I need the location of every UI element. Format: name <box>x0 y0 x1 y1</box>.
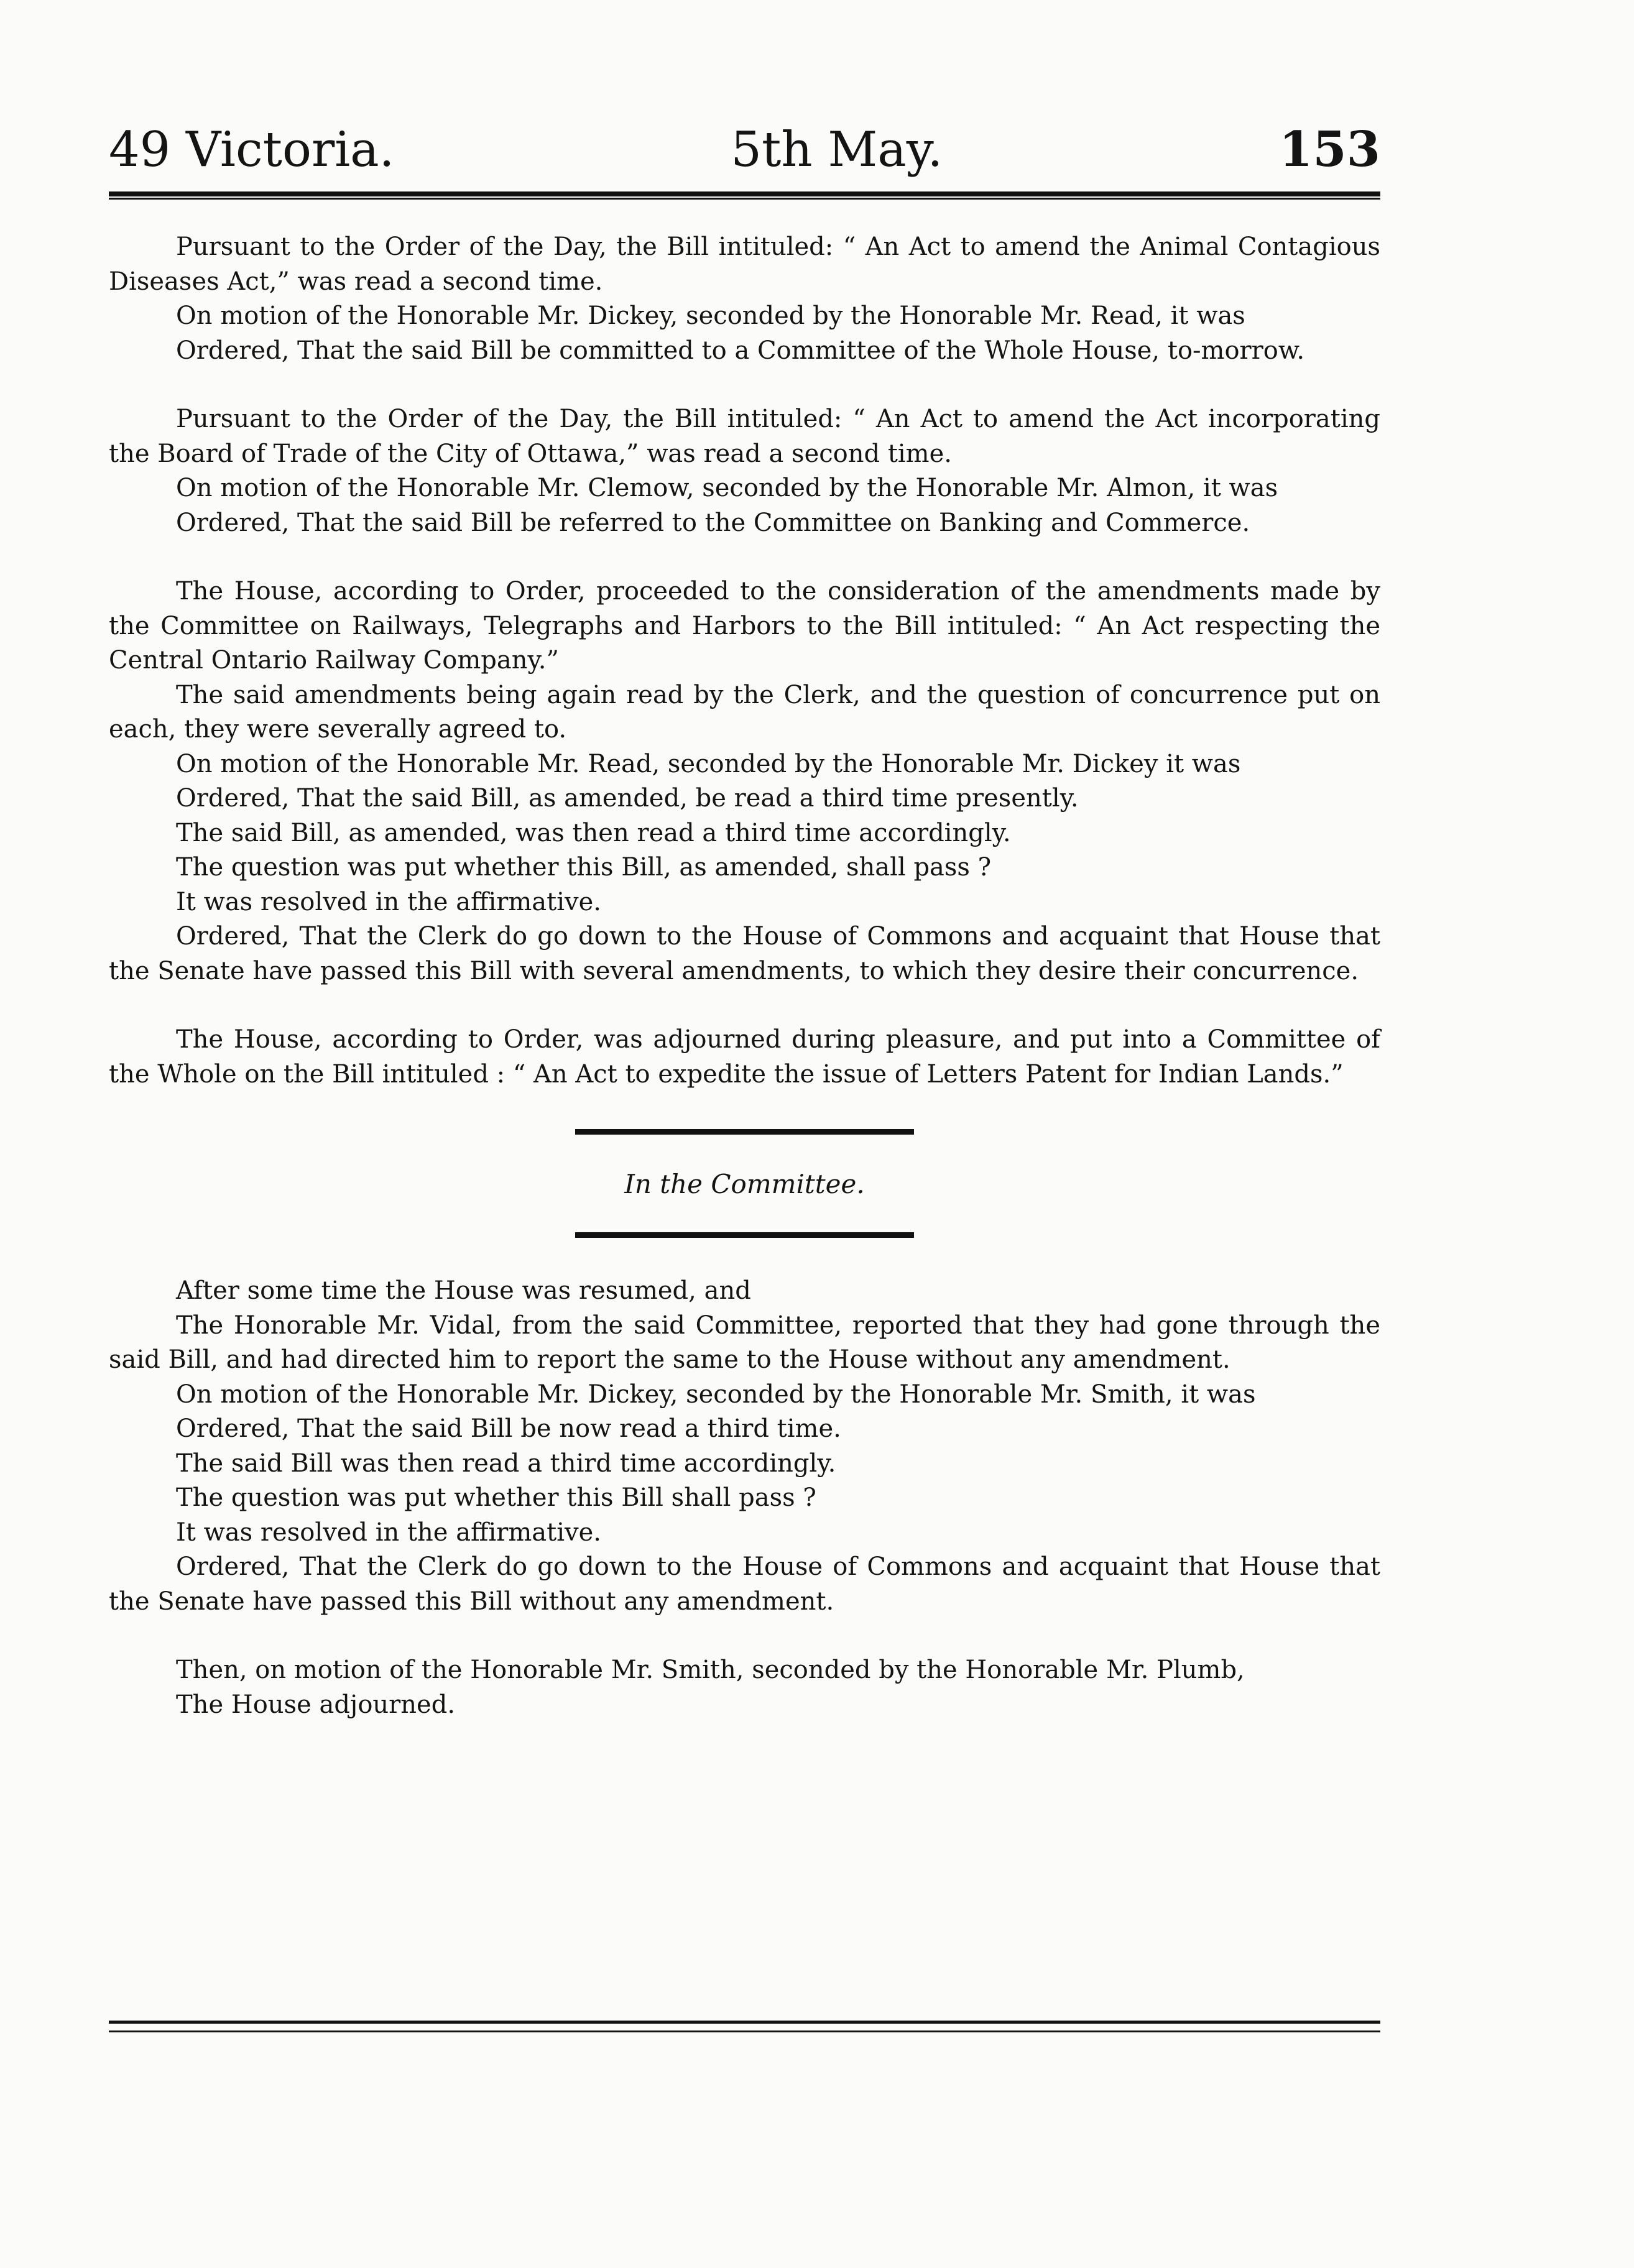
paragraph: The said Bill was then read a third time accordingly. <box>176 1449 836 1478</box>
entry-block <box>109 230 1380 368</box>
paragraph: Ordered, That the Clerk do go down to the House of Commons and acquaint that House that the Senate have passed this Bill with several amendments, to which they desire their concurrence. <box>109 922 1380 985</box>
header-title: 49 Victoria. <box>109 122 395 178</box>
paragraph: The House, according to Order, proceeded to the consideration of the amendments made by the Committee on Railways, Telegraphs and Harbors to the Bill intituled: “ An Act respecting the Central Ontario Railway Company.” <box>109 577 1380 675</box>
entry-block <box>109 1023 1380 1092</box>
entry-block <box>109 574 1380 989</box>
paragraph: Then, on motion of the Honorable Mr. Smith, seconded by the Honorable Mr. Plumb, <box>176 1656 1245 1684</box>
entry-block <box>109 1274 1380 1619</box>
paragraph: Ordered, That the said Bill be referred to the Committee on Banking and Commerce. <box>176 508 1250 537</box>
paragraph: Pursuant to the Order of the Day, the Bill intituled: “ An Act to amend the Act incorporating the Board of Trade of the City of Ottawa,” was read a second time. <box>109 405 1380 468</box>
paragraph: The said amendments being again read by the Clerk, and the question of concurrence put on each, they were severally agreed to. <box>109 680 1380 744</box>
paragraph: The Honorable Mr. Vidal, from the said Committee, reported that they had gone through the said Bill, and had directed him to report the same to the House without any amendment. <box>109 1311 1380 1374</box>
paragraph: It was resolved in the affirmative. <box>176 887 602 916</box>
footer-rule <box>109 2021 1380 2024</box>
section-heading: In the Committee. <box>624 1169 865 1199</box>
entry-block <box>109 402 1380 540</box>
paragraph: The question was put whether this Bill shall pass ? <box>176 1483 816 1512</box>
section-rule-top <box>575 1129 914 1135</box>
paragraph: The House, according to Order, was adjourned during pleasure, and put into a Committee of the Whole on the Bill intituled : “ An Act to expedite the issue of Letters Patent for Indian Lands.” <box>109 1025 1380 1089</box>
header-rule <box>109 191 1380 196</box>
paragraph: On motion of the Honorable Mr. Read, seconded by the Honorable Mr. Dickey it was <box>176 749 1241 778</box>
running-header <box>109 106 1380 178</box>
paragraph: On motion of the Honorable Mr. Dickey, seconded by the Honorable Mr. Read, it was <box>176 302 1245 330</box>
footer-rule-thin <box>109 2031 1380 2032</box>
paragraph: Pursuant to the Order of the Day, the Bill intituled: “ An Act to amend the Animal Contagious Diseases Act,” was read a second time. <box>109 233 1380 296</box>
paragraph: Ordered, That the said Bill be now read a third time. <box>176 1414 841 1443</box>
page-number: 153 <box>1279 121 1380 178</box>
paragraph: After some time the House was resumed, and <box>176 1276 751 1305</box>
journal-body <box>109 230 1380 1756</box>
paragraph: It was resolved in the affirmative. <box>176 1518 602 1547</box>
paragraph: The said Bill, as amended, was then read a third time accordingly. <box>176 818 1011 847</box>
paragraph: Ordered, That the Clerk do go down to the House of Commons and acquaint that House that the Senate have passed this Bill without any amendment. <box>109 1552 1380 1616</box>
paragraph: On motion of the Honorable Mr. Clemow, seconded by the Honorable Mr. Almon, it was <box>176 474 1278 502</box>
paragraph: On motion of the Honorable Mr. Dickey, seconded by the Honorable Mr. Smith, it was <box>176 1380 1256 1409</box>
paragraph: The question was put whether this Bill, as amended, shall pass ? <box>176 853 992 882</box>
section-rule-bottom <box>575 1232 914 1238</box>
entry-block <box>109 1653 1380 1722</box>
paragraph: The House adjourned. <box>176 1690 456 1719</box>
header-date: 5th May. <box>731 122 943 178</box>
paragraph: Ordered, That the said Bill be committed to a Committee of the Whole House, to-morrow. <box>176 336 1305 365</box>
paragraph: Ordered, That the said Bill, as amended, be read a third time presently. <box>176 784 1079 813</box>
